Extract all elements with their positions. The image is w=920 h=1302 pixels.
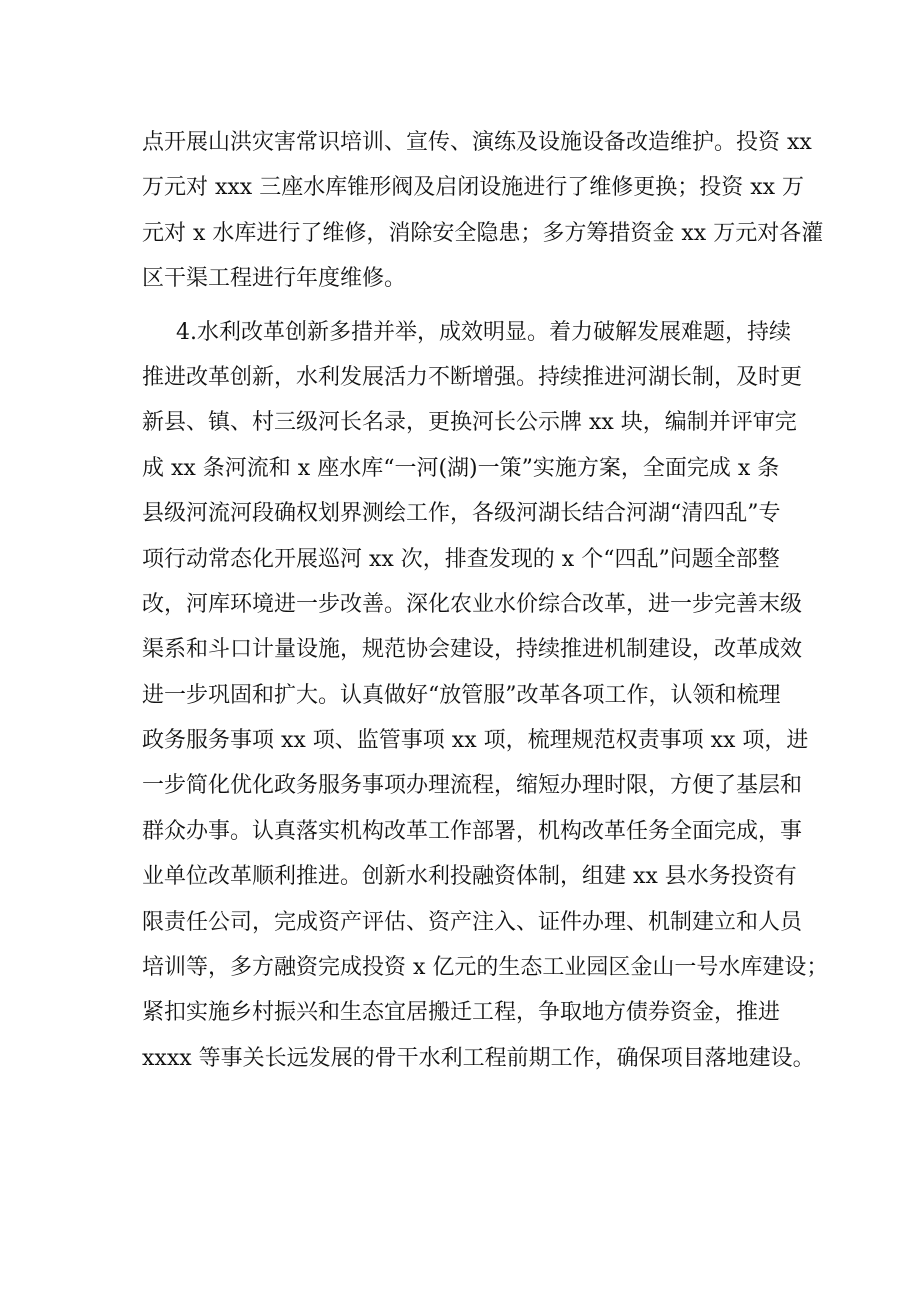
paragraph-line: 成 xx 条河流和 x 座水库“一河(湖)一策”实施方案，全面完成 x 条 [142, 455, 780, 481]
paragraph-line: 紧扣实施乡村振兴和生态宜居搬迁工程，争取地方债券资金，推进 [142, 1000, 781, 1026]
paragraph-line: 区干渠工程进行年度维修。 [142, 266, 407, 292]
paragraph-line: xxxx 等事关长远发展的骨干水利工程前期工作，确保项目落地建设。 [142, 1045, 815, 1071]
paragraph-1 [142, 120, 824, 302]
paragraph-line: 改，河库环境进一步改善。深化农业水价综合改革，进一步完善末级 [142, 591, 803, 617]
paragraph-line: 县级河流河段确权划界测绘工作，各级河湖长结合河湖“清四乱”专 [142, 501, 781, 527]
paragraph-line: 政务服务事项 xx 项、监管事项 xx 项，梳理规范权责事项 xx 项，进 [142, 728, 809, 754]
paragraph-2 [142, 310, 829, 1082]
paragraph-line: 限责任公司，完成资产评估、资产注入、证件办理、机制建立和人员 [142, 909, 803, 935]
paragraph-line: 万元对 xxx 三座水库锥形阀及启闭设施进行了维修更换；投资 xx 万 [142, 175, 805, 201]
paragraph-line: 点开展山洪灾害常识培训、宣传、演练及设施设备改造维护。投资 xx [142, 130, 812, 155]
paragraph-line: 新县、镇、村三级河长名录，更换河长公示牌 xx 块，编制并评审完 [142, 410, 797, 436]
paragraph-line: 4.水利改革创新多措并举，成效明显。着力破解发展难题，持续 [176, 319, 791, 345]
paragraph-line: 一步简化优化政务服务事项办理流程，缩短办理时限，方便了基层和 [142, 773, 803, 799]
paragraph-line: 渠系和斗口计量设施，规范协会建设，持续推进机制建设，改革成效 [142, 637, 803, 663]
paragraph-line: 业单位改革顺利推进。创新水利投融资体制，组建 xx 县水务投资有 [142, 864, 797, 890]
paragraph-line: 群众办事。认真落实机构改革工作部署，机构改革任务全面完成，事 [142, 818, 803, 844]
paragraph-line: 推进改革创新，水利发展活力不断增强。持续推进河湖长制，及时更 [142, 364, 803, 390]
paragraph-line: 项行动常态化开展巡河 xx 次，排查发现的 x 个“四乱”问题全部整 [142, 546, 780, 572]
paragraph-line: 进一步巩固和扩大。认真做好“放管服”改革各项工作，认领和梳理 [142, 682, 781, 708]
document-body [142, 120, 829, 1081]
paragraph-line: 培训等，多方融资完成投资 x 亿元的生态工业园区金山一号水库建设； [142, 955, 829, 981]
paragraph-spacer [142, 302, 802, 310]
paragraph-line: 元对 x 水库进行了维修，消除安全隐患；多方筹措资金 xx 万元对各灌 [142, 220, 824, 246]
